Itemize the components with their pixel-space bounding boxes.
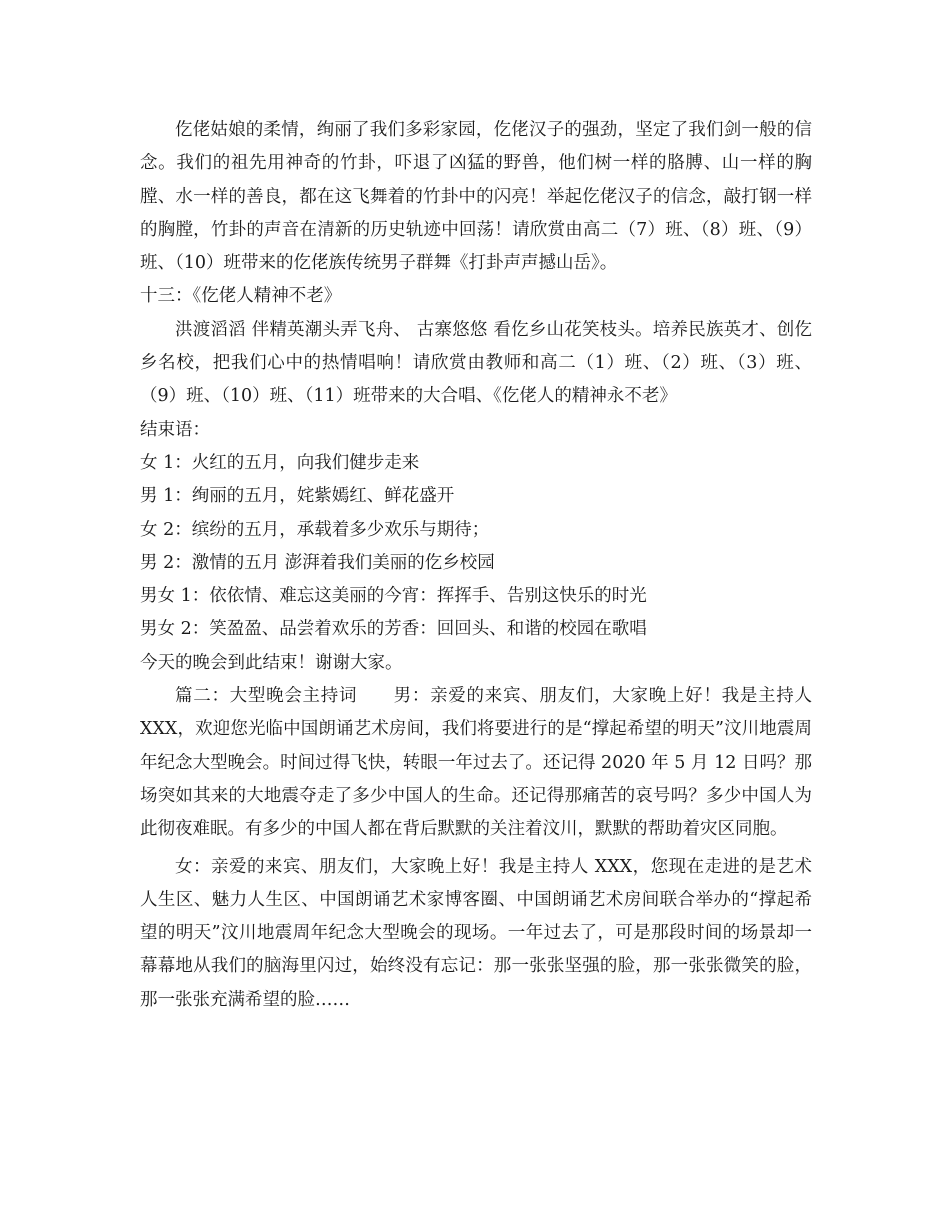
closing-heading: 结束语： [140,419,210,440]
paragraph-bamboo-dance: 仡佬姑娘的柔情，绚丽了我们多彩家园，仡佬汉子的强劲，坚定了我们剑一般的信念。我们的祖先用神奇的竹卦，吓退了凶猛的野兽，他们树一样的胳膊、山一样的胸膛、水一样的善良，都在这飞舞着的竹卦中的闪亮！举起仡佬汉子的信念，敲打钢一样的胸膛，竹卦的声音在清新的历史轨迹中回荡！请欣赏由高二（7）班、（8）班、（9）班、（10）班带来的仡佬族传统男子群舞《打卦声声撼山岳》。 [140,120,812,274]
paragraph-part-two-male-host: 篇二：大型晚会主持词 男：亲爱的来宾、朋友们，大家晚上好！我是主持人 XXX，欢迎您光临中国朗诵艺术房间，我们将要进行的是“撑起希望的明天”汶川地震周年纪念大型晚会。时间过得飞快，转眼一年过去了。还记得 2020 年 5 月 12 日吗？那场突如其来的大地震夺走了多少中国人的生命。还记得那痛苦的哀号吗？多少中国人为此彻夜难眠。有多少的中国人都在背后默默的关注着汶川，默默的帮助着灾区同胞。 [140,686,812,840]
closing-line-female-2: 女 2：缤纷的五月，承载着多少欢乐与期待； [140,519,490,540]
closing-line-female-1: 女 1：火红的五月，向我们健步走来 [140,452,420,473]
program-heading-13: 十三：《仡佬人精神不老》 [140,286,342,307]
closing-line-duet-1: 男女 1：依依情、难忘这美丽的今宵：挥挥手、告别这快乐的时光 [140,586,647,607]
closing-line-male-2: 男 2：激情的五月 澎湃着我们美丽的仡乡校园 [140,552,495,573]
paragraph-chorus: 洪渡滔滔 伴精英潮头弄飞舟、 古寨悠悠 看仡乡山花笑枝头。培养民族英才、创仡乡名校，把我们心中的热情唱响！请欣赏由教师和高二（1）班、（2）班、（3）班、（9）班、（10）班、（11）班带来的大合唱、《仡佬人的精神永不老》 [140,319,812,407]
document-body [140,114,812,1017]
closing-line-duet-2: 男女 2：笑盈盈、品尝着欢乐的芳香：回回头、和谐的校园在歌唱 [140,619,647,640]
paragraph-part-two-female-host: 女：亲爱的来宾、朋友们，大家晚上好！我是主持人 XXX，您现在走进的是艺术人生区、魅力人生区、中国朗诵艺术家博客圈、中国朗诵艺术房间联合举办的“撑起希望的明天”汶川地震周年纪念大型晚会的现场。一年过去了，可是那段时间的场景却一幕幕地从我们的脑海里闪过，始终没有忘记：那一张张坚强的脸，那一张张微笑的脸，那一张张充满希望的脸…… [140,856,812,1010]
closing-line-male-1: 男 1：绚丽的五月，姹紫嫣红、鲜花盛开 [140,486,455,507]
closing-final-line: 今天的晚会到此结束！谢谢大家。 [140,652,403,673]
